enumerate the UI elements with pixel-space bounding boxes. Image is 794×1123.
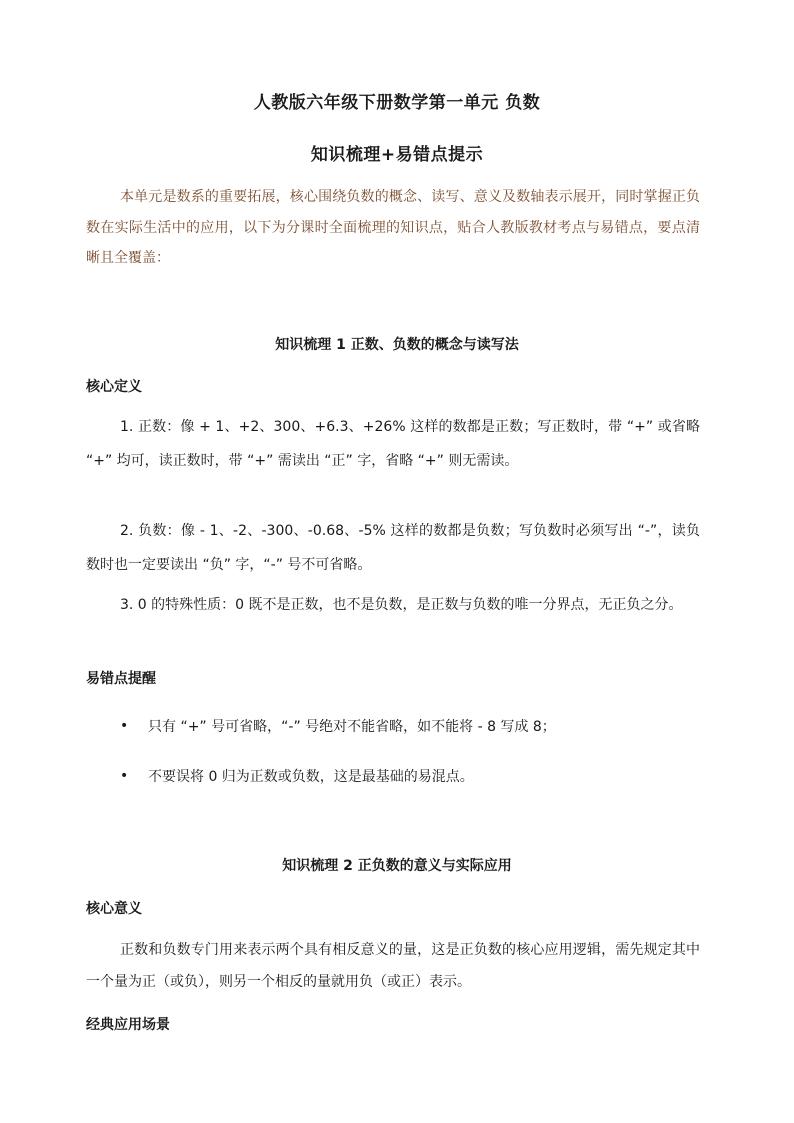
definition-item-zero: 3. 0 的特殊性质：0 既不是正数，也不是负数，是正数与负数的唯一分界点，无正负之分。 [120, 597, 683, 613]
definition-item-negative: 2. 负数：像 - 1、-2、-300、-0.68、-5% 这样的数都是负数；写负数时必须写出 “-”，读负数时也一定要读出 “负” 字，“-” 号不可省略。 [86, 523, 700, 573]
section2-scenes-heading: 经典应用场景 [86, 1017, 170, 1033]
document-subtitle: 知识梳理+易错点提示 [310, 145, 484, 165]
section1-core-heading: 核心定义 [86, 379, 142, 395]
intro-paragraph: 本单元是数系的重要拓展，核心围绕负数的概念、读写、意义及数轴表示展开，同时掌握正负数在实际生活中的应用，以下为分课时全面梳理的知识点，贴合人教版教材考点与易错点，要点清晰且全覆盖： [86, 189, 700, 266]
bullet-icon: • [120, 768, 129, 784]
section2-core-heading: 核心意义 [86, 901, 142, 917]
mistake-text: 不要误将 0 归为正数或负数，这是最基础的易混点。 [148, 769, 474, 785]
definition-item-positive: 1. 正数：像 + 1、+2、300、+6.3、+26% 这样的数都是正数；写正数时，带 “+” 或省略 “+” 均可，读正数时，带 “+” 需读出 “正” 字，省略 “+” 则无需读。 [86, 419, 700, 469]
section1-title: 知识梳理 1 正数、负数的概念与读写法 [275, 337, 519, 353]
mistake-bullet [120, 716, 700, 736]
section2-title: 知识梳理 2 正负数的意义与实际应用 [282, 858, 512, 874]
section1-mistakes-heading: 易错点提醒 [86, 671, 156, 687]
mistake-text: 只有 “+” 号可省略，“-” 号绝对不能省略，如不能将 - 8 写成 8； [148, 719, 556, 735]
section2-paragraph: 正数和负数专门用来表示两个具有相反意义的量，这是正负数的核心应用逻辑，需先规定其中一个量为正（或负），则另一个相反的量就用负（或正）表示。 [86, 942, 700, 990]
bullet-icon: • [120, 718, 129, 734]
mistake-bullet [120, 766, 700, 786]
document-title: 人教版六年级下册数学第一单元 负数 [253, 93, 541, 113]
